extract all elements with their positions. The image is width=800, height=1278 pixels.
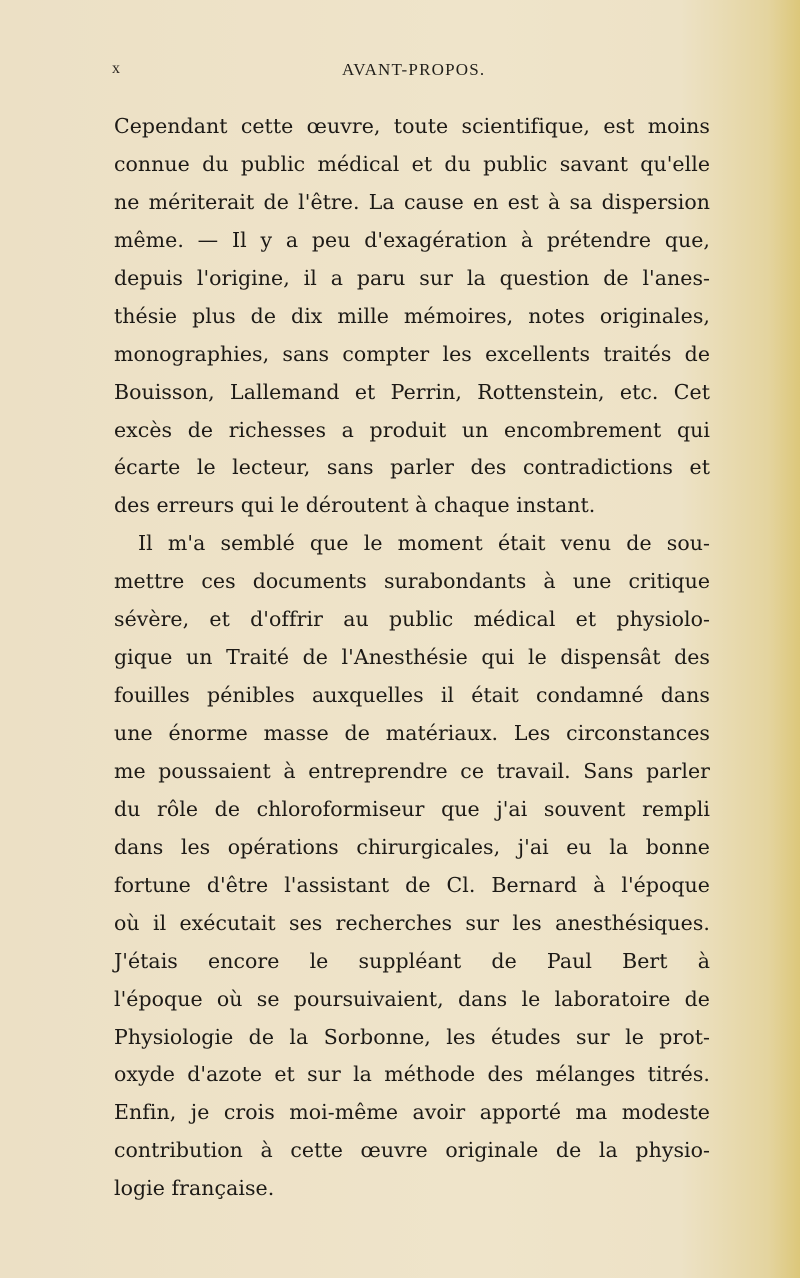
text-line: logie française. bbox=[114, 1176, 275, 1201]
text-line: Il m'a semblé que le moment était venu de sou- bbox=[138, 531, 710, 556]
text-line: une énorme masse de matériaux. Les circonstances bbox=[114, 721, 710, 745]
text-line: ne mériterait de l'être. La cause en est à sa dispersion bbox=[114, 189, 710, 214]
text-line: sévère, et d'offrir au public médical et physiolo- bbox=[114, 607, 710, 632]
text-line: même. — Il y a peu d'exagération à prétendre que, bbox=[114, 227, 710, 252]
text-line: depuis l'origine, il a paru sur la question de l'anes- bbox=[114, 265, 710, 290]
page-header bbox=[0, 60, 800, 84]
text-line: connue du public médical et du public savant qu'elle bbox=[114, 151, 710, 176]
text-line: contribution à cette œuvre originale de la physio- bbox=[114, 1138, 710, 1163]
text-line: me poussaient à entreprendre ce travail. Sans parler bbox=[114, 758, 710, 783]
text-line: oxyde d'azote et sur la méthode des mélanges titrés. bbox=[114, 1062, 710, 1087]
text-line: excès de richesses a produit un encombrement qui bbox=[114, 417, 710, 442]
text-line: J'étais encore le suppléant de Paul Bert à bbox=[114, 948, 710, 973]
text-line: fouilles pénibles auxquelles il était condamné dans bbox=[114, 683, 710, 708]
text-line: mettre ces documents surabondants à une critique bbox=[114, 569, 710, 594]
text-line: des erreurs qui le déroutent à chaque instant. bbox=[114, 493, 596, 518]
text-line: monographies, sans compter les excellents traités de bbox=[114, 341, 710, 366]
text-line: thésie plus de dix mille mémoires, notes originales, bbox=[114, 303, 710, 328]
text-line: Enfin, je crois moi-même avoir apporté ma modeste bbox=[114, 1100, 710, 1125]
running-title: AVANT-PROPOS. bbox=[342, 60, 486, 79]
text-line: du rôle de chloroformiseur que j'ai souvent rempli bbox=[114, 796, 710, 821]
body-text bbox=[114, 108, 710, 1208]
text-line: dans les opérations chirurgicales, j'ai eu la bonne bbox=[114, 834, 710, 859]
text-line: gique un Traité de l'Anesthésie qui le dispensât des bbox=[114, 645, 710, 670]
text-line: fortune d'être l'assistant de Cl. Bernard à l'époque bbox=[114, 872, 710, 897]
text-line: Bouisson, Lallemand et Perrin, Rottenstein, etc. Cet bbox=[114, 379, 710, 404]
text-line: Physiologie de la Sorbonne, les études sur le prot- bbox=[114, 1024, 710, 1049]
text-line: Cependant cette œuvre, toute scientifique, est moins bbox=[114, 114, 710, 138]
text-line: où il exécutait ses recherches sur les anesthésiques. bbox=[114, 910, 710, 935]
text-line: l'époque où se poursuivaient, dans le laboratoire de bbox=[114, 986, 710, 1011]
page-number: x bbox=[112, 60, 120, 77]
text-line: écarte le lecteur, sans parler des contradictions et bbox=[114, 455, 710, 480]
